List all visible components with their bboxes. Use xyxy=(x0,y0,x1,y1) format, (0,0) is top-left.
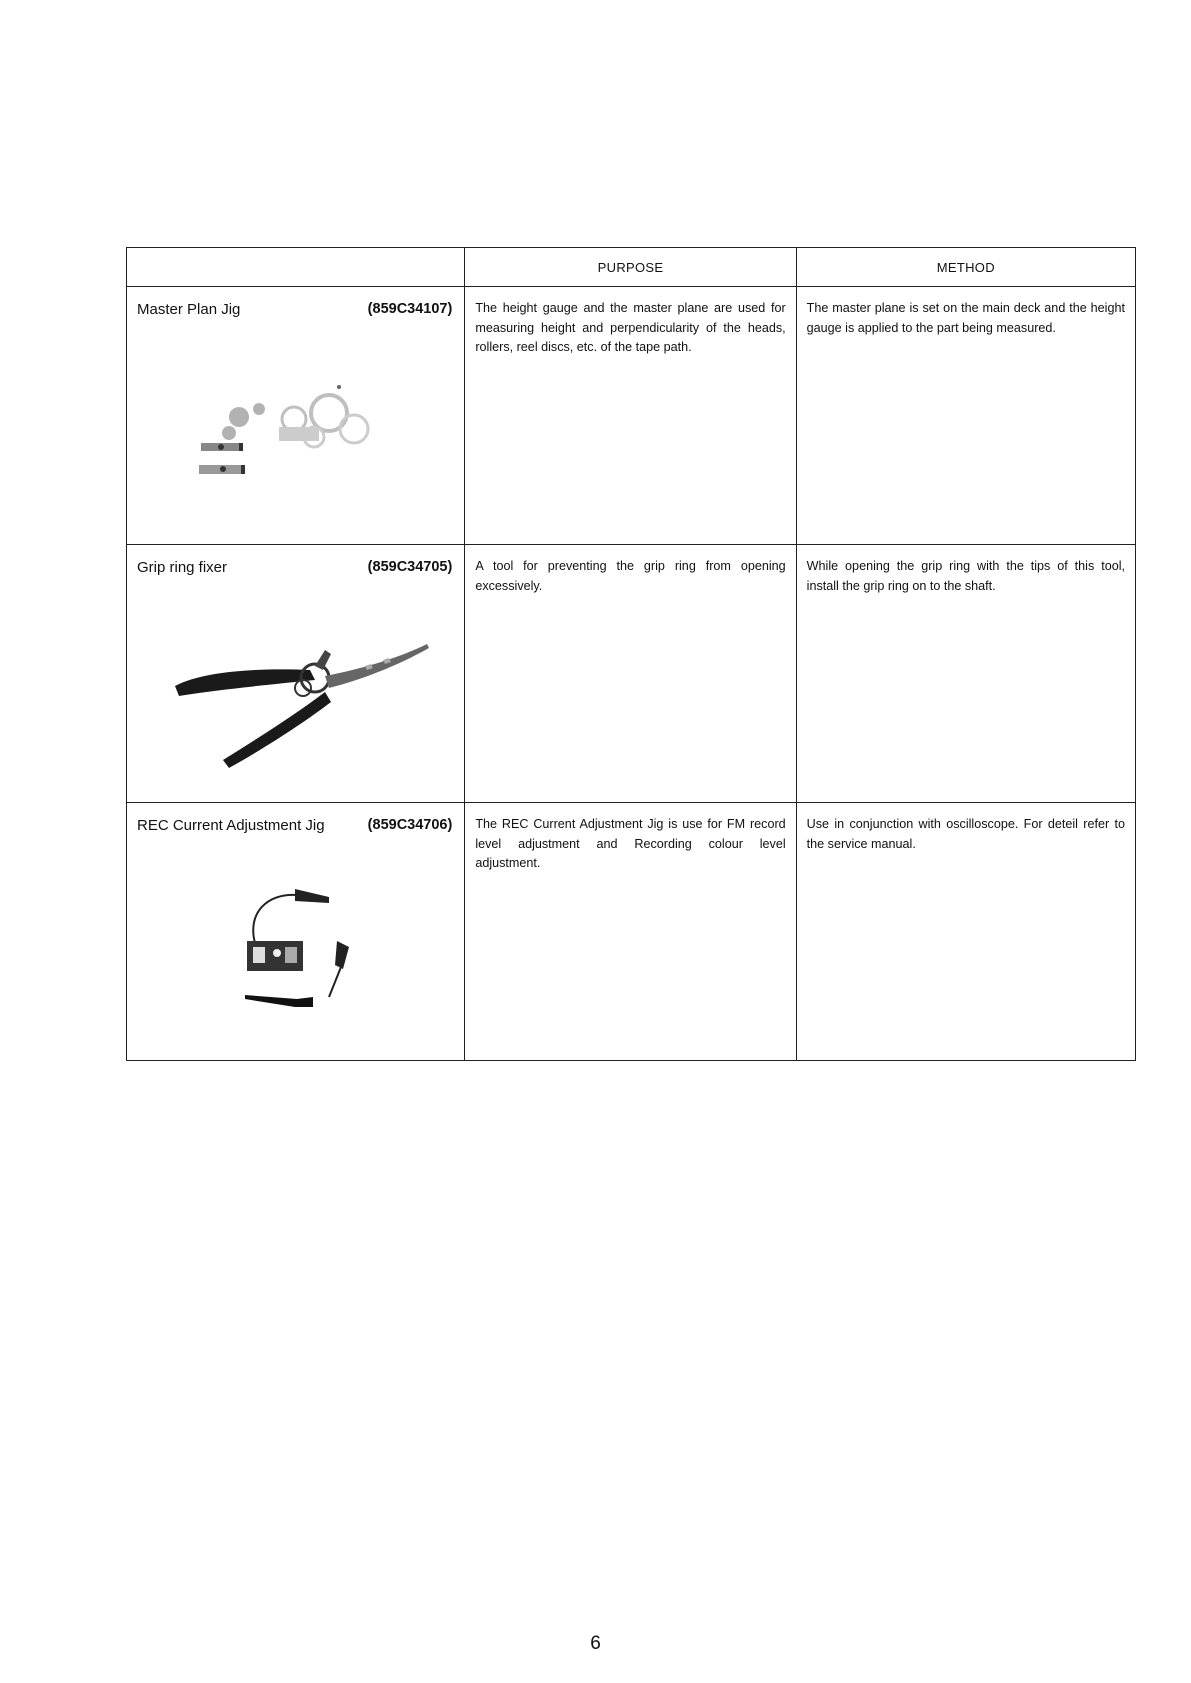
tool-cell xyxy=(127,803,465,1061)
purpose-text: The REC Current Adjustment Jig is use for FM record level adjustment and Recording colour level adjustment. xyxy=(475,817,786,870)
master-plane-jig-image xyxy=(199,377,399,487)
tool-code: (859C34107) xyxy=(367,301,453,317)
header-tool xyxy=(127,248,465,287)
table-row xyxy=(127,545,1136,803)
purpose-text: A tool for preventing the grip ring from opening excessively. xyxy=(475,559,786,593)
method-text: Use in conjunction with oscilloscope. For deteil refer to the service manual. xyxy=(806,817,1125,851)
table-row xyxy=(127,287,1136,545)
purpose-text: The height gauge and the master plane are used for measuring height and perpendicularity of the heads, rollers, reel discs, etc. of the tape path. xyxy=(475,301,786,354)
tool-name: REC Current Adjustment Jig xyxy=(137,817,325,834)
special-tools-table xyxy=(126,247,1136,1061)
tool-name: Master Plan Jig xyxy=(137,301,241,318)
header-row xyxy=(127,248,1136,287)
tool-cell xyxy=(127,545,465,803)
method-cell xyxy=(796,287,1135,545)
method-text: While opening the grip ring with the tips of this tool, install the grip ring on to the shaft. xyxy=(806,559,1125,593)
purpose-cell xyxy=(465,803,796,1061)
method-cell xyxy=(796,545,1135,803)
tool-cell xyxy=(127,287,465,545)
table-row xyxy=(127,803,1136,1061)
purpose-cell xyxy=(465,287,796,545)
header-method: METHOD xyxy=(796,248,1135,287)
method-text: The master plane is set on the main deck and the height gauge is applied to the part being measured. xyxy=(806,301,1125,335)
rec-current-jig-image xyxy=(237,873,387,1023)
tool-name: Grip ring fixer xyxy=(137,559,228,576)
tool-code: (859C34705) xyxy=(367,559,453,575)
page-number: 6 xyxy=(590,1633,601,1654)
tool-code: (859C34706) xyxy=(367,817,453,833)
method-cell xyxy=(796,803,1135,1061)
purpose-cell xyxy=(465,545,796,803)
header-purpose: PURPOSE xyxy=(465,248,796,287)
grip-ring-pliers-image xyxy=(165,630,445,770)
